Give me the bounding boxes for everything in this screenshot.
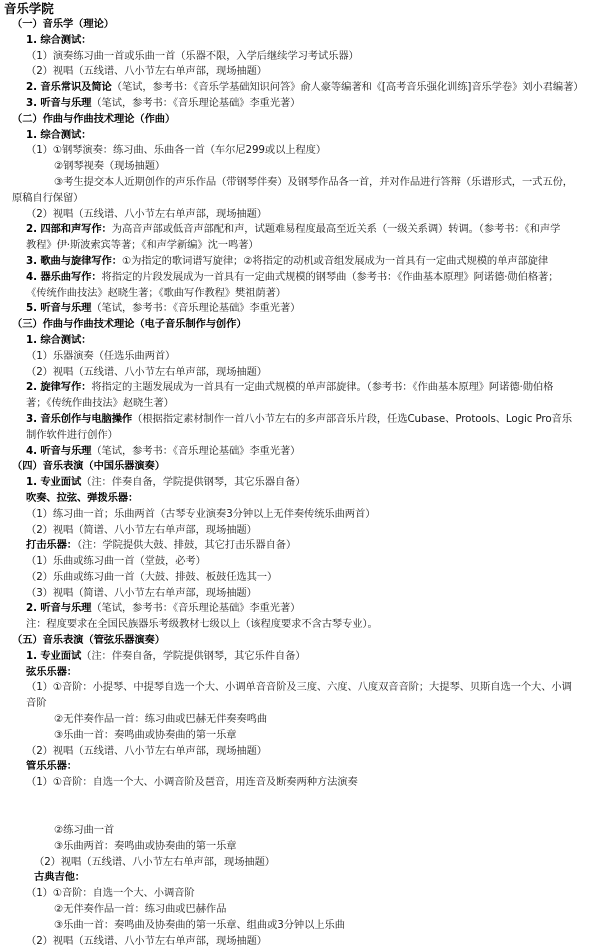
body-text: ②无伴奏作品一首：练习曲或巴赫无伴奏奏鸣曲: [54, 713, 268, 726]
text-line: [4, 570, 600, 586]
body-text: （2）视唱（五线谱、八小节左右单声部，现场抽题）: [26, 65, 267, 78]
body-text: （注：伴奏自备，学院提供钢琴，其它乐器自备）: [81, 476, 306, 489]
text-line: [4, 365, 600, 381]
page-title: 音乐学院: [4, 1, 54, 16]
text-line: [4, 728, 600, 744]
body-text: （笔试，参考书：《音乐理论基础》李重光著）: [91, 302, 301, 315]
heading-text: 3. 听音与乐理: [26, 96, 92, 109]
heading-text: 吹奏、拉弦、弹拨乐器：: [26, 491, 139, 504]
heading-text: （四）音乐表演（中国乐器演奏）: [12, 460, 165, 473]
text-line: [4, 96, 600, 112]
heading-text: 管乐乐器：: [26, 760, 77, 773]
text-line: [4, 317, 600, 333]
text-line: [4, 380, 600, 396]
heading-text: 2. 旋律写作：: [26, 381, 92, 394]
heading-text: 1. 综合测试：: [26, 128, 92, 141]
body-text: （2）视唱（简谱、八小节左右单声部，现场抽题）: [26, 523, 257, 536]
text-line: [4, 33, 600, 49]
heading-text: 2. 四部和声写作：: [26, 223, 112, 236]
text-line: [4, 112, 600, 128]
blank-line: [4, 807, 600, 823]
body-text: （笔试，参考书：《音乐学基础知识问答》俞人豪等编著和《[高考音乐强化训练]音乐学卷》刘小君编著）: [111, 81, 584, 94]
text-line: [4, 444, 600, 460]
blank-line: [4, 791, 600, 807]
heading-text: （三）作曲与作曲技术理论（电子音乐制作与创作）: [12, 318, 247, 331]
heading-text: 弦乐乐器：: [26, 665, 77, 678]
body-text: （根据指定素材制作一首八小节左右的多声部音乐片段，任选Cubase、Protools、Logic Pro音乐: [132, 412, 572, 425]
body-text: ①为指定的歌词谱写旋律；②将指定的动机或音组发展成为一首具有一定曲式规模的单声部旋律: [121, 254, 549, 267]
text-line: [4, 759, 600, 775]
body-text: （1）①音阶：自选一个大、小调音阶及琶音，用连音及断奏两种方法演奏: [26, 776, 358, 789]
body-text: （笔试，参考书：《音乐理论基础》李重光著）: [91, 444, 301, 457]
heading-text: 2. 听音与乐理: [26, 602, 92, 615]
text-line: [4, 855, 600, 871]
body-text: 著；《传统作曲技法》赵晓生著）: [26, 397, 174, 410]
body-text: （1）练习曲一首；乐曲两首（古琴专业演奏3分钟以上无伴奏传统乐曲两首）: [26, 507, 376, 520]
text-line: [4, 491, 600, 507]
body-text: ③乐曲一首：奏鸣曲或协奏曲的第一乐章: [54, 728, 237, 741]
text-line: [4, 680, 600, 696]
text-line: [4, 333, 600, 349]
body-text: ②钢琴视奏（现场抽题）: [54, 160, 166, 173]
text-line: [4, 459, 600, 475]
body-text: ③乐曲两首：奏鸣曲或协奏曲的第一乐章: [54, 839, 237, 852]
document-body: [4, 17, 600, 949]
text-line: [4, 80, 600, 96]
heading-text: 1. 专业面试: [26, 476, 82, 489]
text-line: [4, 665, 600, 681]
text-line: [4, 617, 600, 633]
heading-text: 打击乐器：: [26, 539, 77, 552]
body-text: 将指定的主题发展成为一首具有一定曲式规模的单声部旋律。（参考书：《作曲基本原理》阿诺德·勋伯格: [91, 381, 554, 394]
heading-text: 3. 音乐创作与电脑操作: [26, 412, 133, 425]
text-line: [4, 886, 600, 902]
body-text: （注：伴奏自备，学院提供钢琴，其它乐件自备）: [81, 649, 306, 662]
text-line: [4, 633, 600, 649]
body-text: （1）①音阶：小提琴、中提琴自选一个大、小调单音音阶及三度、六度、八度双音音阶；大提琴、贝斯自选一个大、小调: [26, 681, 572, 694]
text-line: [4, 238, 600, 254]
text-line: [4, 839, 600, 855]
text-line: [4, 286, 600, 302]
text-line: [4, 270, 600, 286]
body-text: 为高音声部或低音声部配和声，试题难易程度最高至近关系（一级关系调）转调。（参考书：《和声学: [111, 223, 561, 236]
heading-text: 1. 综合测试：: [26, 33, 92, 46]
body-text: （2）视唱（五线谱、八小节左右单声部，现场抽题）: [26, 744, 267, 757]
body-text: （2）视唱（五线谱、八小节左右单声部，现场抽题）: [26, 365, 267, 378]
body-text: （1）演奏练习曲一首或乐曲一首（乐器不限，入学后继续学习考试乐器）: [26, 49, 359, 62]
body-text: 音阶: [26, 697, 47, 710]
text-line: [4, 918, 600, 934]
text-line: [4, 64, 600, 80]
text-line: [4, 538, 600, 554]
body-text: （2）乐曲或练习曲一首（大鼓、排鼓、板鼓任选其一）: [26, 570, 278, 583]
body-text: 注：程度要求在全国民族器乐考级教材七级以上（该程度要求不含古琴专业）。: [26, 618, 378, 631]
text-line: [4, 159, 600, 175]
body-text: ③乐曲一首：奏鸣曲及协奏曲的第一乐章、组曲或3分钟以上乐曲: [54, 918, 345, 931]
body-text: 原稿自行保留）: [12, 191, 84, 204]
text-line: [4, 412, 600, 428]
heading-text: 2. 音乐常识及简论: [26, 81, 112, 94]
body-text: （3）视唱（简谱、八小节左右单声部，现场抽题）: [26, 586, 257, 599]
heading-text: 1. 专业面试: [26, 649, 82, 662]
body-text: ②练习曲一首: [54, 824, 115, 837]
text-line: [4, 396, 600, 412]
body-text: ②无伴奏作品一首：练习曲或巴赫作品: [54, 903, 227, 916]
text-line: [4, 823, 600, 839]
body-text: （1）乐器演奏（任选乐曲两首）: [26, 349, 176, 362]
text-line: [4, 222, 600, 238]
heading-text: 4. 听音与乐理: [26, 444, 92, 457]
heading-text: 1. 综合测试：: [26, 333, 92, 346]
body-text: （笔试，参考书：《音乐理论基础》李重光著）: [91, 96, 301, 109]
text-line: [4, 301, 600, 317]
text-line: [4, 696, 600, 712]
heading-text: 3. 歌曲与旋律写作：: [26, 254, 122, 267]
text-line: [4, 744, 600, 760]
text-line: [4, 254, 600, 270]
heading-text: （五）音乐表演（管弦乐器演奏）: [12, 634, 165, 647]
heading-text: 古典吉他：: [34, 871, 85, 884]
text-line: [4, 601, 600, 617]
body-text: （2）视唱（五线谱、八小节左右单声部，现场抽题）: [26, 934, 267, 947]
text-line: [4, 902, 600, 918]
body-text: 将指定的片段发展成为一首具有一定曲式规模的钢琴曲（参考书：《作曲基本原理》阿诺德·勋伯格著；: [101, 270, 559, 283]
heading-text: 5. 听音与乐理: [26, 302, 92, 315]
body-text: （1）①音阶：自选一个大、小调音阶: [26, 887, 195, 900]
text-line: [4, 586, 600, 602]
text-line: [4, 870, 600, 886]
heading-text: （一）音乐学（理论）: [12, 18, 114, 30]
text-line: [4, 775, 600, 791]
text-line: [4, 649, 600, 665]
text-line: [4, 507, 600, 523]
text-line: [4, 207, 600, 223]
text-line: [4, 428, 600, 444]
body-text: ③考生提交本人近期创作的声乐作品（带钢琴伴奏）及钢琴作品各一首，并对作品进行答辩（乐谱形式，一式五份，: [54, 175, 573, 188]
text-line: [4, 554, 600, 570]
body-text: （1）①钢琴演奏：练习曲、乐曲各一首（车尔尼299或以上程度）: [26, 144, 327, 157]
text-line: [4, 934, 600, 949]
text-line: [4, 49, 600, 65]
text-line: [4, 143, 600, 159]
body-text: 《传统作曲技法》赵晓生著；《歌曲写作教程》樊祖荫著）: [26, 286, 286, 299]
text-line: [4, 191, 600, 207]
body-text: （笔试，参考书：《音乐理论基础》李重光著）: [91, 602, 301, 615]
body-text: （1）乐曲或练习曲一首（堂鼓，必考）: [26, 555, 206, 568]
heading-text: 4. 器乐曲写作：: [26, 270, 102, 283]
text-line: [4, 523, 600, 539]
body-text: 制作软件进行创作）: [26, 428, 118, 441]
text-line: [4, 175, 600, 191]
text-line: [4, 475, 600, 491]
heading-text: （二）作曲与作曲技术理论（作曲）: [12, 112, 176, 125]
text-line: [4, 712, 600, 728]
text-line: [4, 349, 600, 365]
body-text: （2）视唱（五线谱、八小节左右单声部，现场抽题）: [26, 207, 267, 220]
body-text: （注：学院提供大鼓、排鼓，其它打击乐器自备）: [76, 539, 297, 552]
text-line: [4, 128, 600, 144]
text-line: [4, 17, 600, 33]
body-text: （2）视唱（五线谱、八小节左右单声部，现场抽题）: [34, 855, 275, 868]
body-text: 教程》伊·斯波索宾等著；《和声学新编》沈一鸣著）: [26, 239, 259, 252]
